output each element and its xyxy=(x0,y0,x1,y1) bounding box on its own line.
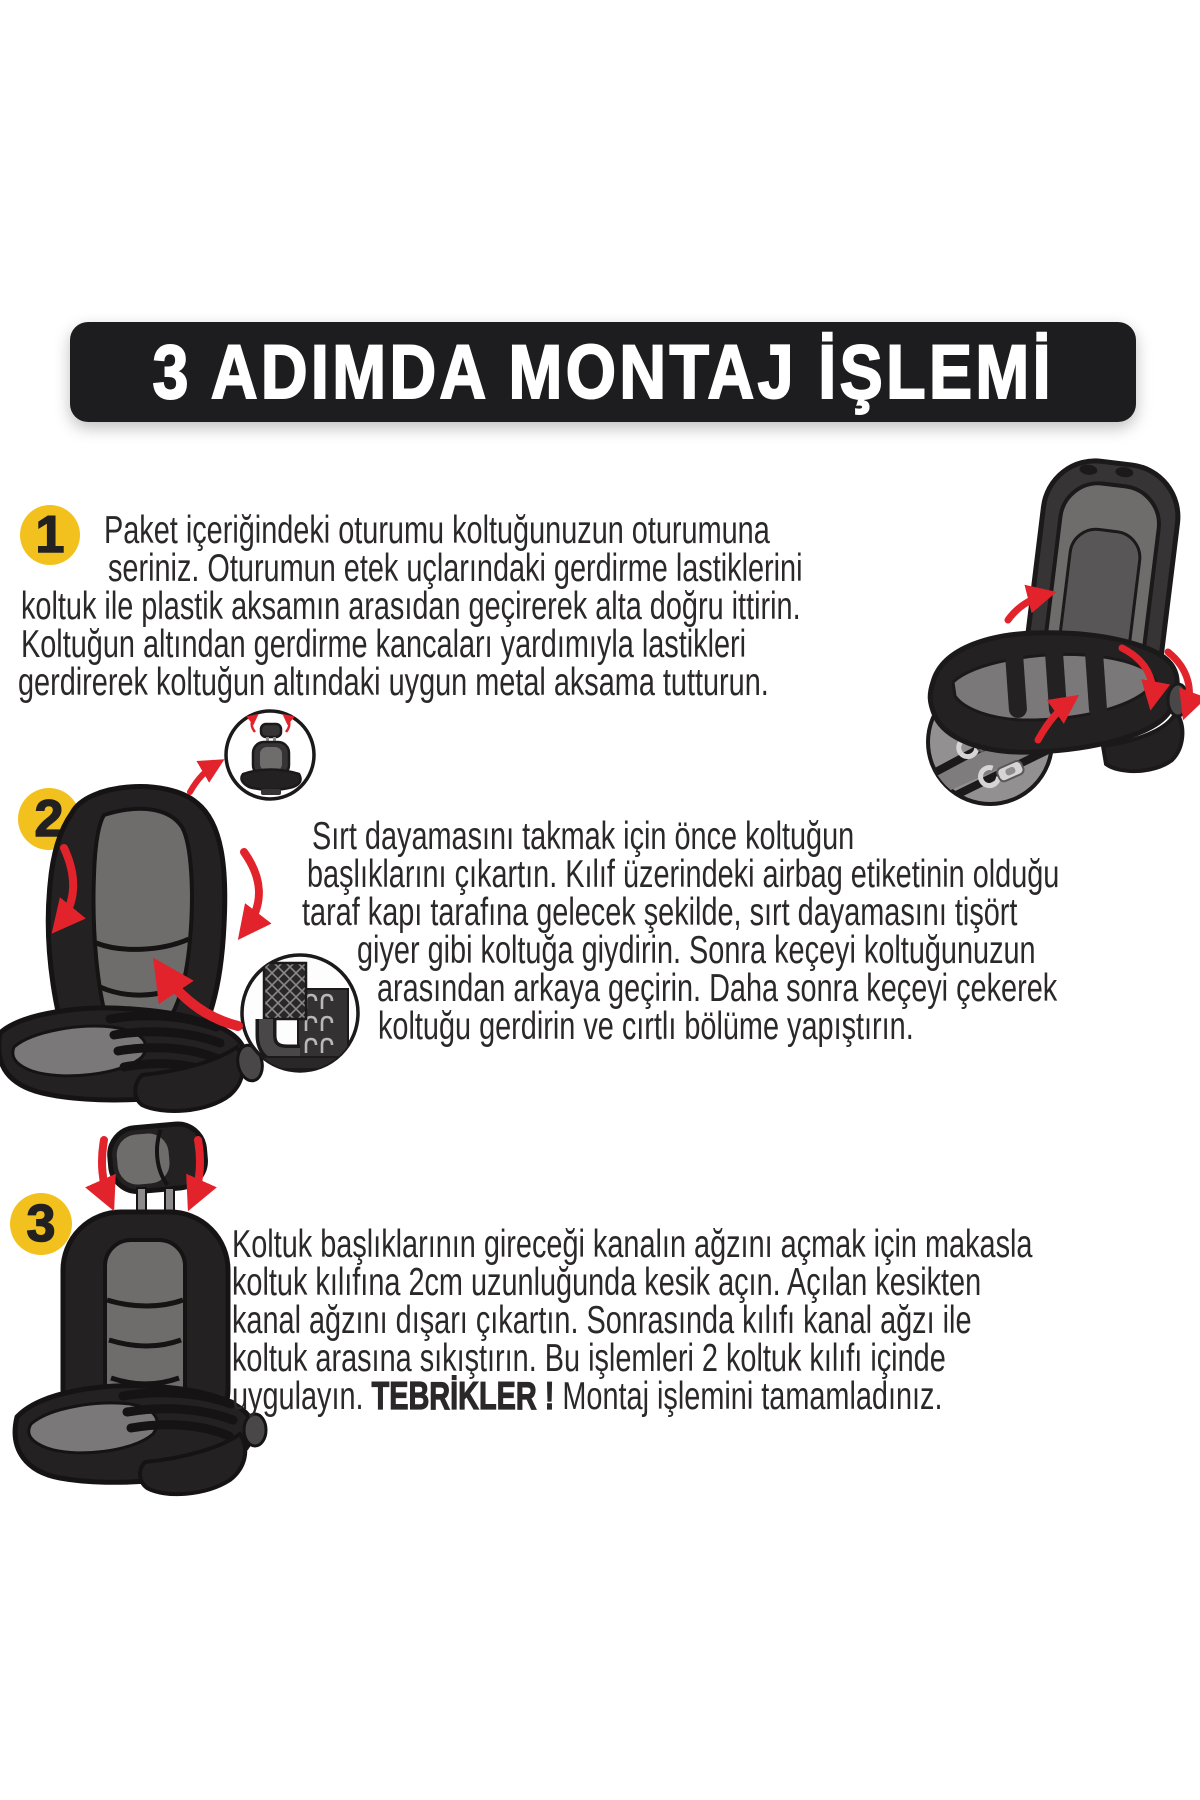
step2-badge: 2 xyxy=(18,788,80,850)
step1-line: gerdirerek koltuğun altındaki uygun metal aksama tutturun. xyxy=(18,661,769,704)
congrats-text: TEBRİKLER ! xyxy=(371,1375,555,1418)
step2-line: arasından arkaya geçirin. Daha sonra keçeyi çekerek xyxy=(377,967,1058,1010)
step1-line: seriniz. Oturumun etek uçlarındaki gerdirme lastiklerini xyxy=(108,547,803,590)
step1-badge: 1 xyxy=(20,505,80,565)
step3-line-final: uygulayın. TEBRİKLER ! Montaj işlemini tamamladınız. xyxy=(232,1375,943,1418)
step2-text xyxy=(302,815,1200,1048)
step3-line: koltuk arasına sıkıştırın. Bu işlemleri 2 koltuk kılıfı içinde xyxy=(232,1337,946,1380)
step2-line: giyer gibi koltuğa giydirin. Sonra keçeyi koltuğunuzun xyxy=(357,929,1036,972)
step3-badge: 3 xyxy=(10,1193,72,1255)
step1-line: koltuk ile plastik aksamın arasıdan geçirerek alta doğru ittirin. xyxy=(21,585,801,628)
step3-line: kanal ağzını dışarı çıkartın. Sonrasında kılıfı kanal ağzı ile xyxy=(232,1299,972,1342)
step1-line: Paket içeriğindeki oturumu koltuğunuzun oturumuna xyxy=(104,509,770,552)
step2-line: taraf kapı tarafına gelecek şekilde, sırt dayamasını tişört xyxy=(302,891,1018,934)
step2-line: başlıklarını çıkartın. Kılıf üzerindeki airbag etiketinin olduğu xyxy=(307,853,1060,896)
step3-text xyxy=(232,1223,1200,1418)
step1-line: Koltuğun altından gerdirme kancaları yardımıyla lastikleri xyxy=(21,623,747,666)
felt-strap-inset-illustration xyxy=(236,949,364,1077)
page-title: 3 ADIMDA MONTAJ İŞLEMİ xyxy=(152,329,1054,415)
step3-line: koltuk kılıfına 2cm uzunluğunda kesik açın. Açılan kesikten xyxy=(232,1261,982,1304)
title-banner xyxy=(70,322,1136,422)
headrest-removal-inset-illustration xyxy=(223,708,317,802)
step2-line: koltuğu gerdirin ve cırtlı bölüme yapıştırın. xyxy=(378,1005,914,1048)
step3-line: Koltuk başlıklarının gireceği kanalın ağzını açmak için makasla xyxy=(232,1223,1033,1266)
step2-line: Sırt dayamasını takmak için önce koltuğun xyxy=(312,815,855,858)
seat-step1-illustration xyxy=(915,450,1200,795)
